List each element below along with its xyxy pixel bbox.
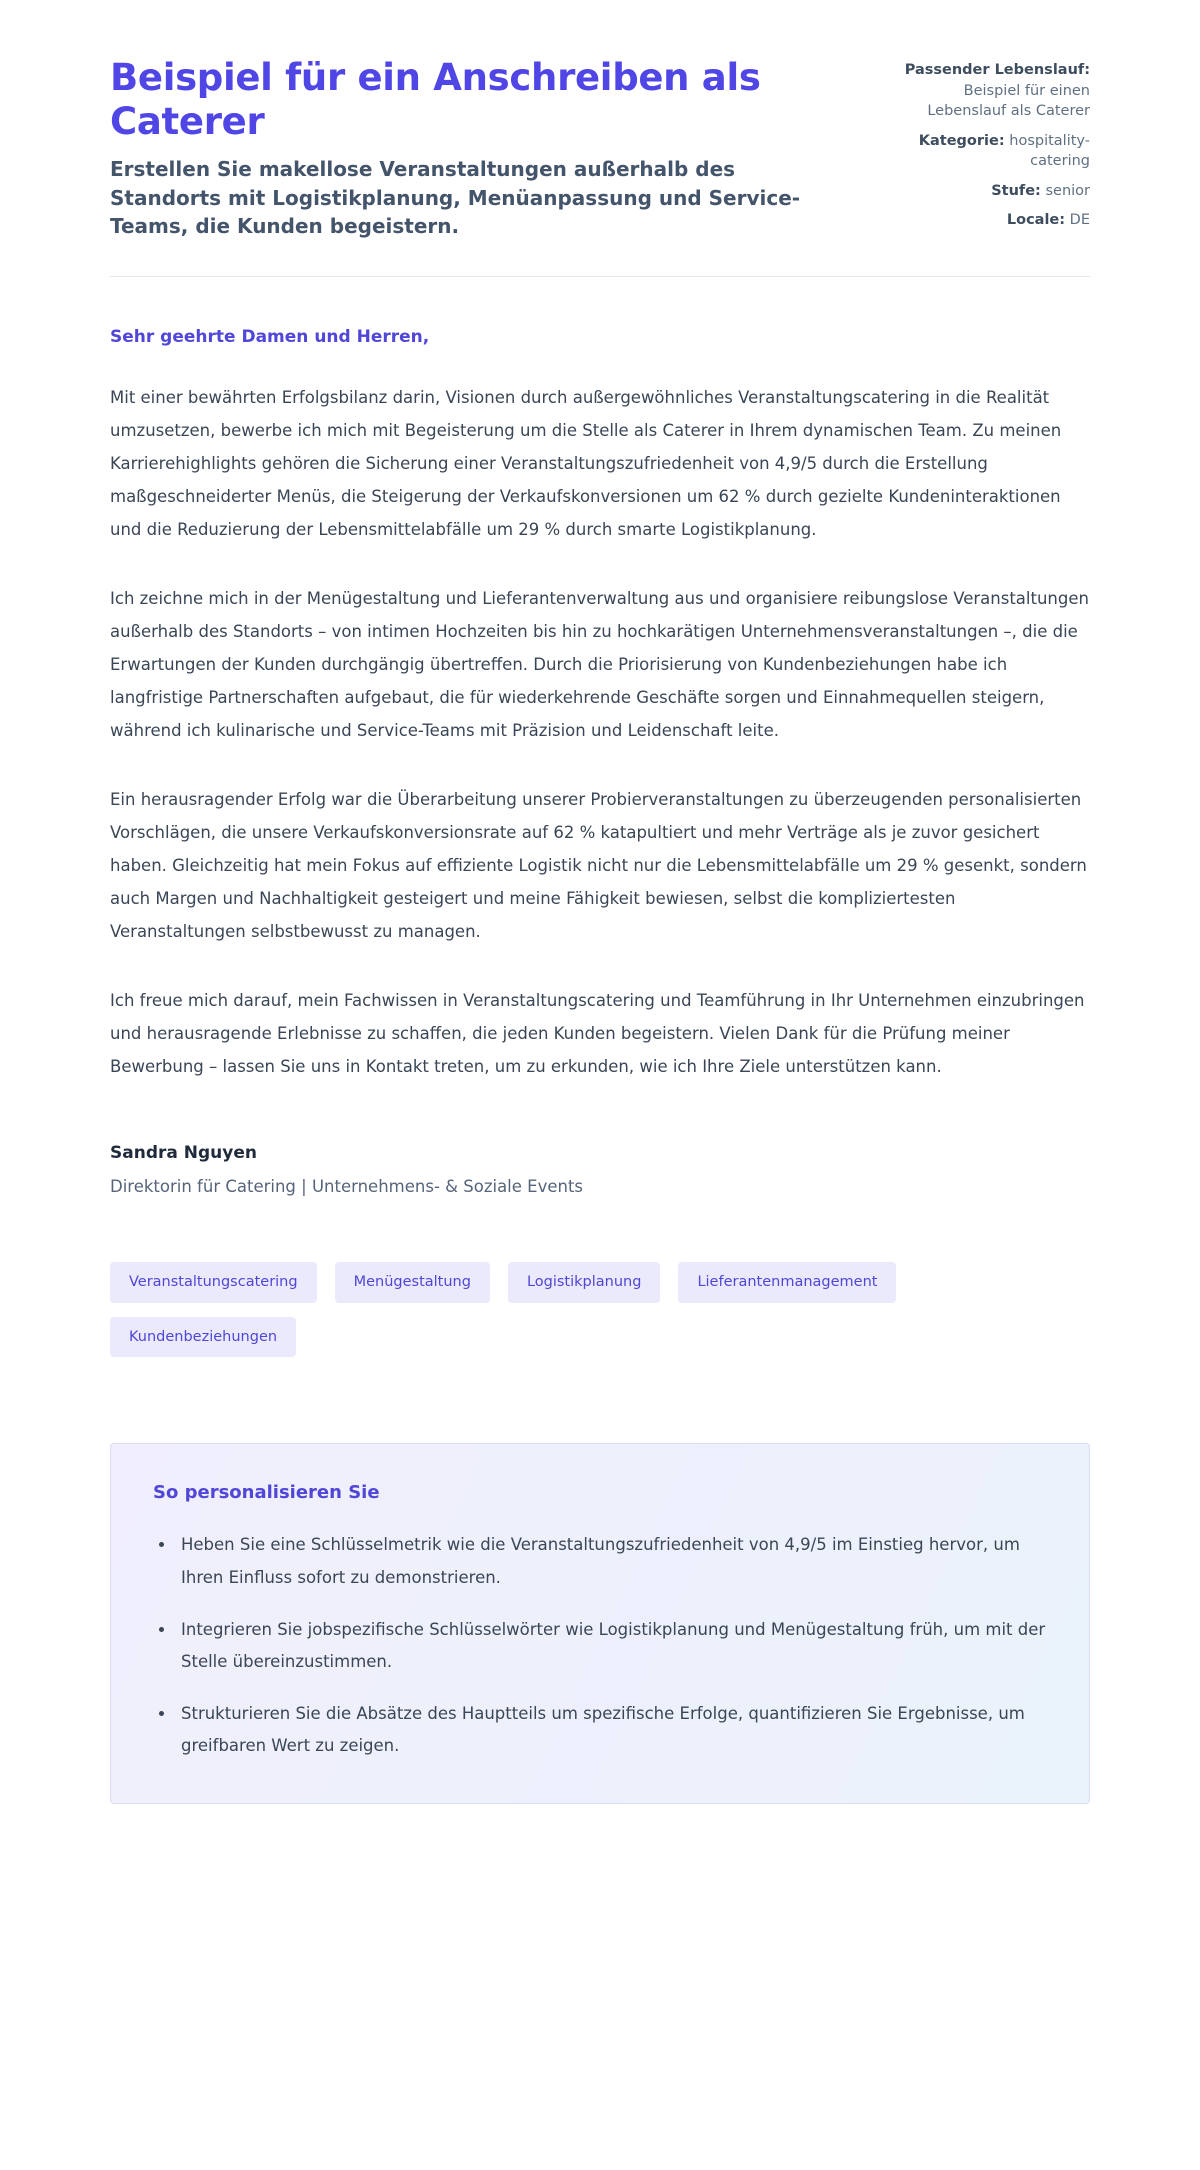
document-header: [110, 0, 1090, 240]
tips-list: [153, 1529, 1047, 1762]
bullet-icon: [159, 1542, 164, 1547]
metadata-label: Locale:: [1006, 212, 1066, 229]
metadata-value: senior: [1045, 182, 1090, 199]
metadata-label: Kategorie:: [918, 132, 1005, 149]
skill-tag-list: [110, 1196, 1010, 1357]
letter-paragraph-2: Ich zeichne mich in der Menügestaltung und Lieferantenverwaltung aus und organisiere reibungslose Veranstaltungen außerhalb des Standorts – von intimen Hochzeiten bis hin zu hochkarätigen Unternehmensveranstaltungen –, die die Erwartungen der Kunden durchgängig übertreffen. Durch die Priorisierung von Kundenbeziehungen habe ich langfristige Partnerschaften aufgebaut, die für wiederkehrende Geschäfte sorgen und Einnahmequellen steigern, während ich kulinarische und Service-Teams mit Präzision und Leidenschaft leite.: [110, 589, 1089, 741]
signature-role: Direktorin für Catering | Unternehmens- & Soziale Events: [110, 1177, 584, 1197]
tag-chip[interactable]: Veranstaltungscatering: [110, 1262, 317, 1303]
document-metadata: [890, 56, 1090, 231]
header-text-block: [110, 56, 850, 240]
letter-paragraph-4: Ich freue mich darauf, mein Fachwissen in Veranstaltungscatering und Teamführung in Ihr Unternehmen einzubringen und herausragende Erlebnisse zu schaffen, die jeden Kunden begeistern. Vielen Dank für die Prüfung meiner Bewerbung – lassen Sie uns in Kontakt treten, um zu erkunden, wie ich Ihre Ziele unterstützen kann.: [110, 991, 1085, 1077]
tips-item-text: Heben Sie eine Schlüsselmetrik wie die Veranstaltungszufriedenheit von 4,9/5 im Einstieg hervor, um Ihren Einfluss sofort zu demonstrieren.: [181, 1535, 1020, 1587]
letter-salutation: Sehr geehrte Damen und Herren,: [110, 327, 430, 348]
signature-block: [110, 1119, 1090, 1196]
metadata-label: Stufe:: [991, 182, 1041, 199]
letter-paragraph-3: Ein herausragender Erfolg war die Überarbeitung unserer Probierveranstaltungen zu überzeugenden personalisierten Vorschlägen, die unsere Verkaufskonversionsrate auf 62 % katapultiert und mehr Verträge als je zuvor gesichert haben. Gleichzeitig hat mein Fokus auf effiziente Logistik nicht nur die Lebensmittelabfälle um 29 % gesenkt, sondern auch Margen und Nachhaltigkeit gesteigert und meine Fähigkeit bewiesen, selbst die kompliziertesten Veranstaltungen selbstbewusst zu managen.: [110, 790, 1087, 942]
tag-chip[interactable]: Lieferantenmanagement: [678, 1262, 896, 1303]
page-subtitle: Erstellen Sie makellose Veranstaltungen außerhalb des Standorts mit Logistikplanung, Menüanpassung und Service-Teams, die Kunden begeistern.: [110, 157, 801, 239]
tag-chip[interactable]: Menügestaltung: [335, 1262, 490, 1303]
tips-item: [153, 1614, 1047, 1678]
letter-body: [110, 277, 1090, 1803]
tips-item: [153, 1698, 1047, 1762]
metadata-row-locale: [890, 210, 1090, 231]
metadata-row-level: [890, 181, 1090, 202]
metadata-row-category: [890, 131, 1090, 172]
tips-title: So personalisieren Sie: [153, 1482, 380, 1504]
tips-item-text: Strukturieren Sie die Absätze des Hauptteils um spezifische Erfolge, quantifizieren Sie Ergebnisse, um greifbaren Wert zu zeigen.: [181, 1704, 1025, 1756]
letter-paragraph-1: Mit einer bewährten Erfolgsbilanz darin, Visionen durch außergewöhnliches Veranstaltungscatering in die Realität umzusetzen, bewerbe ich mich mit Begeisterung um die Stelle als Caterer in Ihrem dynamischen Team. Zu meinen Karrierehighlights gehören die Sicherung einer Veranstaltungszufriedenheit von 4,9/5 durch die Erstellung maßgeschneiderter Menüs, die Steigerung der Verkaufskonversionen um 62 % durch gezielte Kundeninteraktionen und die Reduzierung der Lebensmittelabfälle um 29 % durch smarte Logistikplanung.: [110, 388, 1062, 540]
metadata-value: Beispiel für einen Lebenslauf als Caterer: [927, 82, 1090, 120]
tips-item: [153, 1529, 1047, 1593]
personalization-tips-box: [110, 1443, 1090, 1803]
page-title: Beispiel für ein Anschreiben als Caterer: [110, 56, 761, 143]
bullet-icon: [159, 1627, 164, 1632]
bullet-icon: [159, 1711, 164, 1716]
metadata-value: hospitality-catering: [1009, 132, 1090, 170]
tag-chip[interactable]: Kundenbeziehungen: [110, 1317, 296, 1358]
metadata-row-matching-resume: [890, 60, 1090, 122]
metadata-value: DE: [1069, 212, 1090, 229]
metadata-label: Passender Lebenslauf:: [904, 62, 1090, 78]
tag-chip[interactable]: Logistikplanung: [508, 1262, 661, 1303]
tips-item-text: Integrieren Sie jobspezifische Schlüsselwörter wie Logistikplanung und Menügestaltung früh, um mit der Stelle übereinzustimmen.: [181, 1619, 1046, 1671]
signature-name: Sandra Nguyen: [110, 1143, 257, 1164]
